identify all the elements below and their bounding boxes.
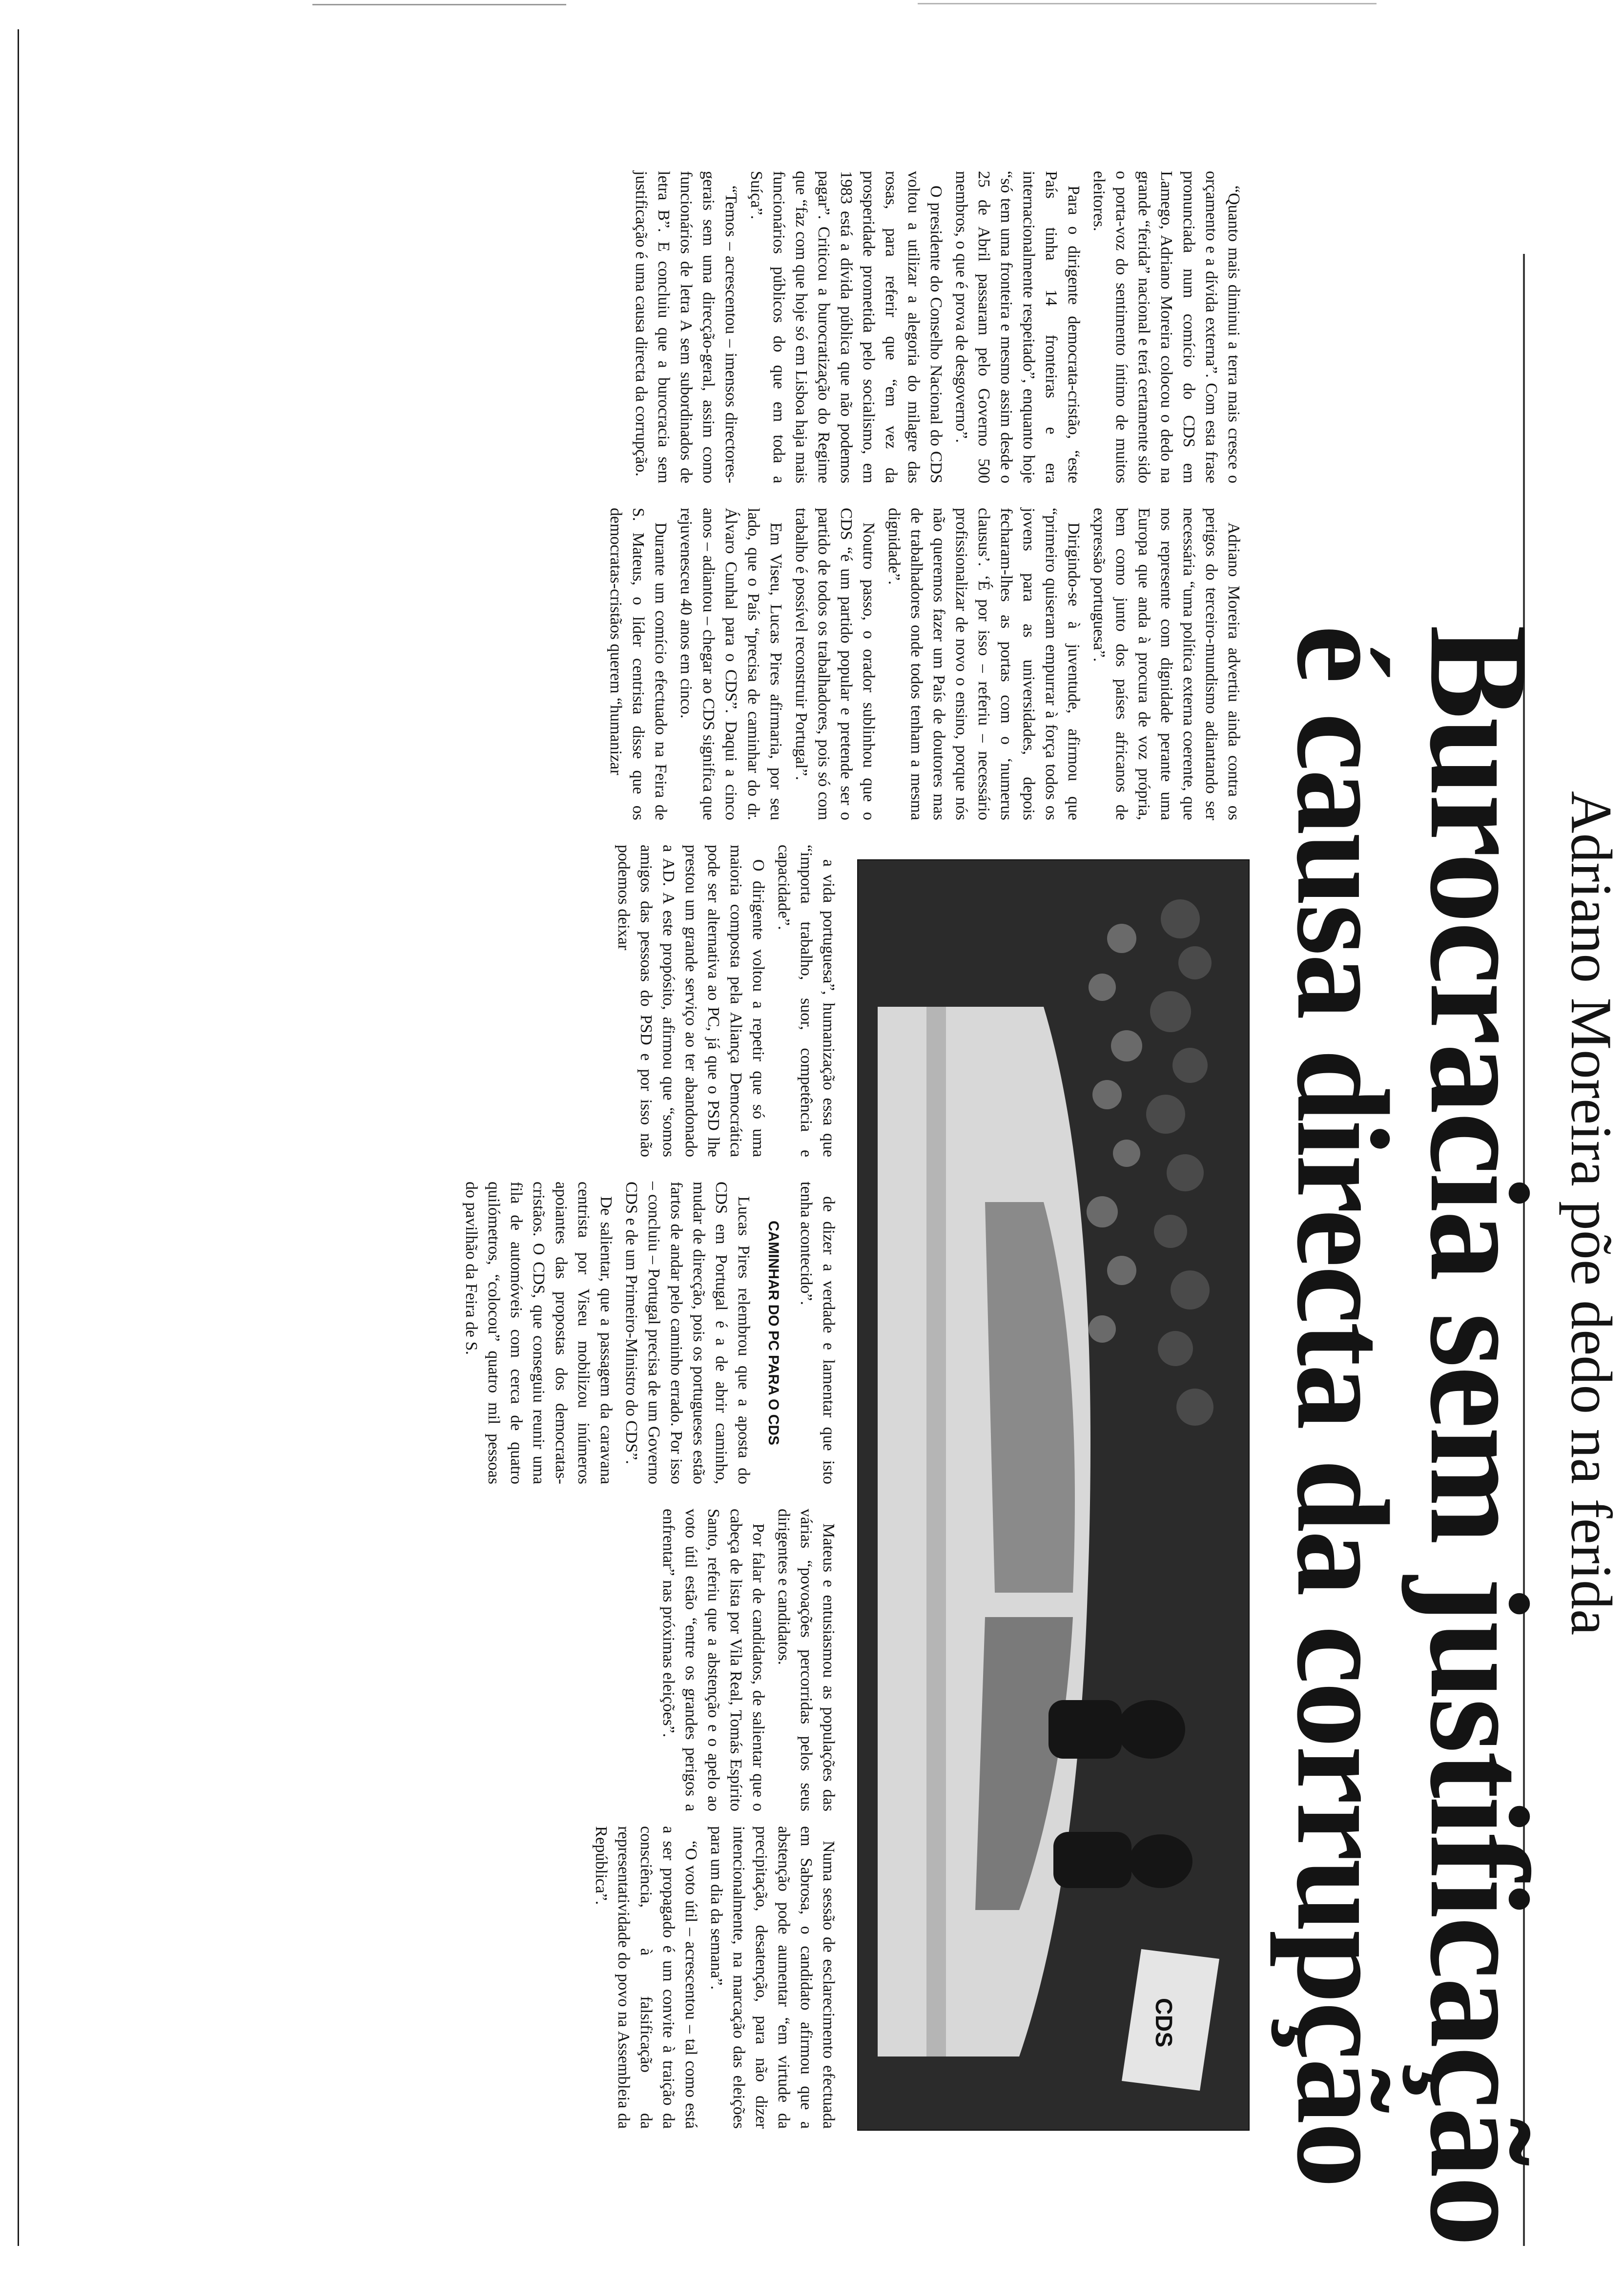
paragraph: Durante um comício efectuado na Feira de S. Mateus, o líder centrista disse que os democratas-cristãos querem “humanizar [607,508,670,820]
paragraph: O dirigente voltou a repetir que só uma maioria composta pela Aliança Democrática pode ser alternativa ao PC, já que o PSD lhe prestou um grande serviço ao ter abandonado a AD. A este propósito, afirmou que “somos amigos das pessoas do PSD e por isso não podemos deixar [615,845,767,1157]
paragraph: Adriano Moreira advertiu ainda contra os perigos do terceiro-mundismo adiantando ser necessária “uma política externa coerente, que nos represente com dignidade perante uma Europa que anda à procura de voz própria, bem como junto dos países africanos de expressão portuguesa”. [1090,508,1243,820]
paragraph: “Quanto mais diminui a terra mais cresce o orçamento e a dívida externa”. Com esta frase pronunciada num comício do CDS em Lamego, Adriano Moreira colocou o dedo na grande “ferida” nacional e terá certamente sido o porta-voz do sentimento íntimo de muitos eleitores. [1090,171,1243,483]
section-subheading: CAMINHAR DO PC PARA O CDS [765,1220,781,1445]
article-column-4 [190,1182,840,1484]
paragraph: De salientar, que a passagem da caravana centrista por Viseu mobilizou inúmeros apoiantes das propostas dos democratas-cristãos. O CDS, que conseguiu reunir uma fila de automóveis com cerca de quatro quilómetros, “colocou” quatro mil pessoas do pavilhão da Feira de S. [462,1182,615,1484]
article-kicker: Adriano Moreira põe dedo na ferida [1559,791,1624,1636]
article-column-6 [190,1826,840,2129]
article-column-5 [190,1509,840,1811]
paragraph: O presidente do Conselho Nacional do CDS voltou a utilizar a alegoria do milagre das rosas, para referir que “em vez da prosperidade prometida pelo socialismo, em 1983 está a dívida pública que não podemos pagar”. Criticou a burocratização do Regime que “faz com que hoje só em Lisboa haja mais funcionários públicos do que em toda a Suíça”. [747,171,945,483]
paragraph: Mateus e entusiasmou as populações das várias “povoações percorridas pelos seus dirigentes e candidatos. [775,1509,838,1811]
paragraph: Por falar de candidatos, de salientar que o cabeça de lista por Vila Real, Tomás Espírito Santo, referiu que a abstenção e o apelo ao voto útil estão “entre os grandes perigos a enfrentar” nas próximas eleições”. [659,1509,767,1811]
rally-photo [857,859,1250,2131]
paragraph: Para o dirigente democrata-cristão, “este País tinha 14 fronteiras e era internacionalmente respeitado”, enquanto hoje “só tem uma fronteira e mesmo assim desde o 25 de Abril passaram pelo Governo 500 membros, o que é prova de desgoverno”. [952,171,1083,483]
photo-flag-text: CDS [1151,1998,1176,2048]
paragraph: Em Viseu, Lucas Pires afirmaria, por seu lado, que o País “precisa de caminhar do dr. Álvaro Cunhal para o CDS”. Daqui a cinco anos – adiantou – chegar ao CDS significa que rejuvenesceu 40 anos em cinco. [677,508,785,820]
headline-line-2: é causa directa da corrupção [1270,625,1416,2186]
paragraph: Lucas Pires relembrou que a aposta do CDS em Portugal é a de abrir caminho, mudar de direcção, pois os portugueses estão fartos de andar pelo caminho errado. Por isso – concluiu – Portugal precisa de um Governo CDS e de um Primeiro-Ministro do CDS”. [622,1182,753,1484]
paragraph: Dirigindo-se à juventude, afirmou que “primeiro quiseram empurrar à força todos os jovens para as universidades, depois fecharam-lhes as portas com o ‘numerus clausus’. ‘É por isso – referiu – necessário profissionalizar de novo o ensino, porque nós não queremos fazer um País de doutores mas de trabalhadores onde todos tenham a mesma dignidade”. [885,508,1083,820]
paragraph: Numa sessão de esclarecimento efectuada em Sabrosa, o candidato afirmou que a abstenção pode aumentar “em virtude da precipitação, desatenção, para não dizer intencionalmente, na marcação das eleições para um dia da semana”. [707,1826,838,2129]
paragraph: a vida portuguesa”, humanização essa que “importa trabalho, suor, competência e capacidade”. [775,845,838,1157]
headline-line-1: Burocracia sem justificação [1401,625,1558,2245]
article-column-2 [190,508,1245,820]
paragraph: de dizer a verdade e lamentar que isto tenha acontecido”. [797,1182,838,1484]
article-column-1 [190,171,1245,483]
article-column-3 [190,845,840,1157]
paragraph: Noutro passo, o orador sublinhou que o CDS “é um partido popular e pretende ser o partido de todos os trabalhadores, pois só com trabalho é possível reconstruir Portugal”. [792,508,878,820]
rally-photo-illustration [858,860,1249,2130]
paragraph: “Temos – acrescentou – imensos directores-gerais sem uma direcção-geral, assim como funcionários de letra A sem subordinados de letra B”. E concluiu que a burocracia sem justificação é uma causa directa da corrupção. [632,171,740,483]
paragraph: “O voto útil – acrescentou – tal como está a ser propagado é um convite à traição da consciência, à falsificação da representatividade do povo na Assembleia da República”. [592,1826,700,2129]
